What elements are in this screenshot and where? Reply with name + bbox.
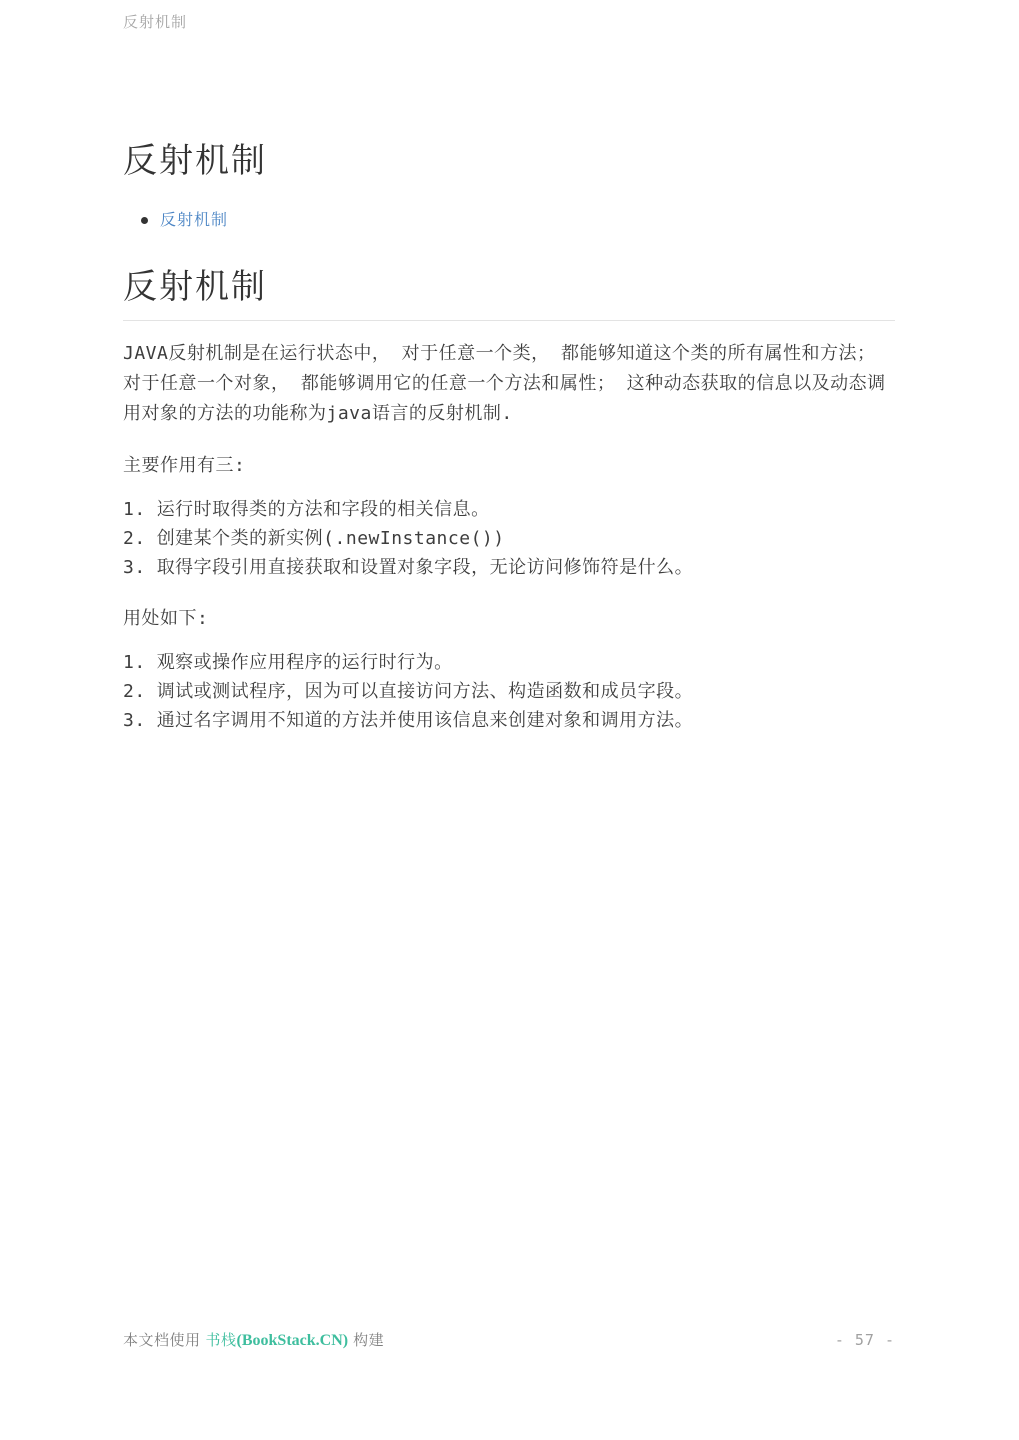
footer-prefix: 本文档使用	[123, 1331, 201, 1349]
brand-name-cn: 书栈	[205, 1331, 237, 1349]
functions-lead: 主要作用有三:	[123, 455, 246, 476]
toc-link[interactable]: 反射机制	[160, 210, 229, 229]
toc-list	[123, 208, 895, 232]
item-text: 创建某个类的新实例(.newInstance())	[156, 528, 505, 549]
list-item	[123, 524, 895, 553]
running-header	[123, 0, 895, 32]
section-title: 反射机制	[123, 266, 895, 321]
running-header-text: 反射机制	[123, 13, 188, 31]
intro-paragraph: JAVA反射机制是在运行状态中， 对于任意一个类， 都能够知道这个类的所有属性和方法； 对于任意一个对象， 都能够调用它的任意一个方法和属性； 这种动态获取的信息以及动态调用对象的方法的功能称为java语言的反射机制.	[123, 343, 886, 424]
page-number: - 57 -	[834, 1331, 895, 1349]
uses-lead: 用处如下:	[123, 608, 209, 629]
item-text: 通过名字调用不知道的方法并使用该信息来创建对象和调用方法。	[156, 710, 694, 731]
item-text: 运行时取得类的方法和字段的相关信息。	[156, 499, 490, 520]
list-item	[123, 553, 895, 582]
list-item	[123, 706, 895, 735]
item-number: 1.	[123, 652, 146, 673]
page-footer	[123, 1330, 895, 1351]
page-title: 反射机制	[123, 141, 267, 181]
item-number: 2.	[123, 528, 146, 549]
list-item	[123, 495, 895, 524]
uses-list	[123, 648, 895, 735]
item-text: 调试或测试程序，因为可以直接访问方法、构造函数和成员字段。	[156, 681, 694, 702]
bullet-icon	[141, 217, 148, 224]
list-item	[123, 677, 895, 706]
brand-name-en: (BookStack.CN)	[236, 1332, 349, 1349]
footer-suffix: 构建	[353, 1331, 385, 1349]
item-number: 3.	[123, 710, 146, 731]
item-number: 1.	[123, 499, 146, 520]
brand-link[interactable]	[206, 1331, 349, 1349]
functions-list	[123, 495, 895, 582]
item-number: 3.	[123, 557, 146, 578]
item-text: 取得字段引用直接获取和设置对象字段，无论访问修饰符是什么。	[156, 557, 694, 578]
item-number: 2.	[123, 681, 146, 702]
list-item	[123, 648, 895, 677]
footer-note	[123, 1330, 384, 1351]
toc-item	[141, 208, 895, 232]
item-text: 观察或操作应用程序的运行时行为。	[156, 652, 453, 673]
